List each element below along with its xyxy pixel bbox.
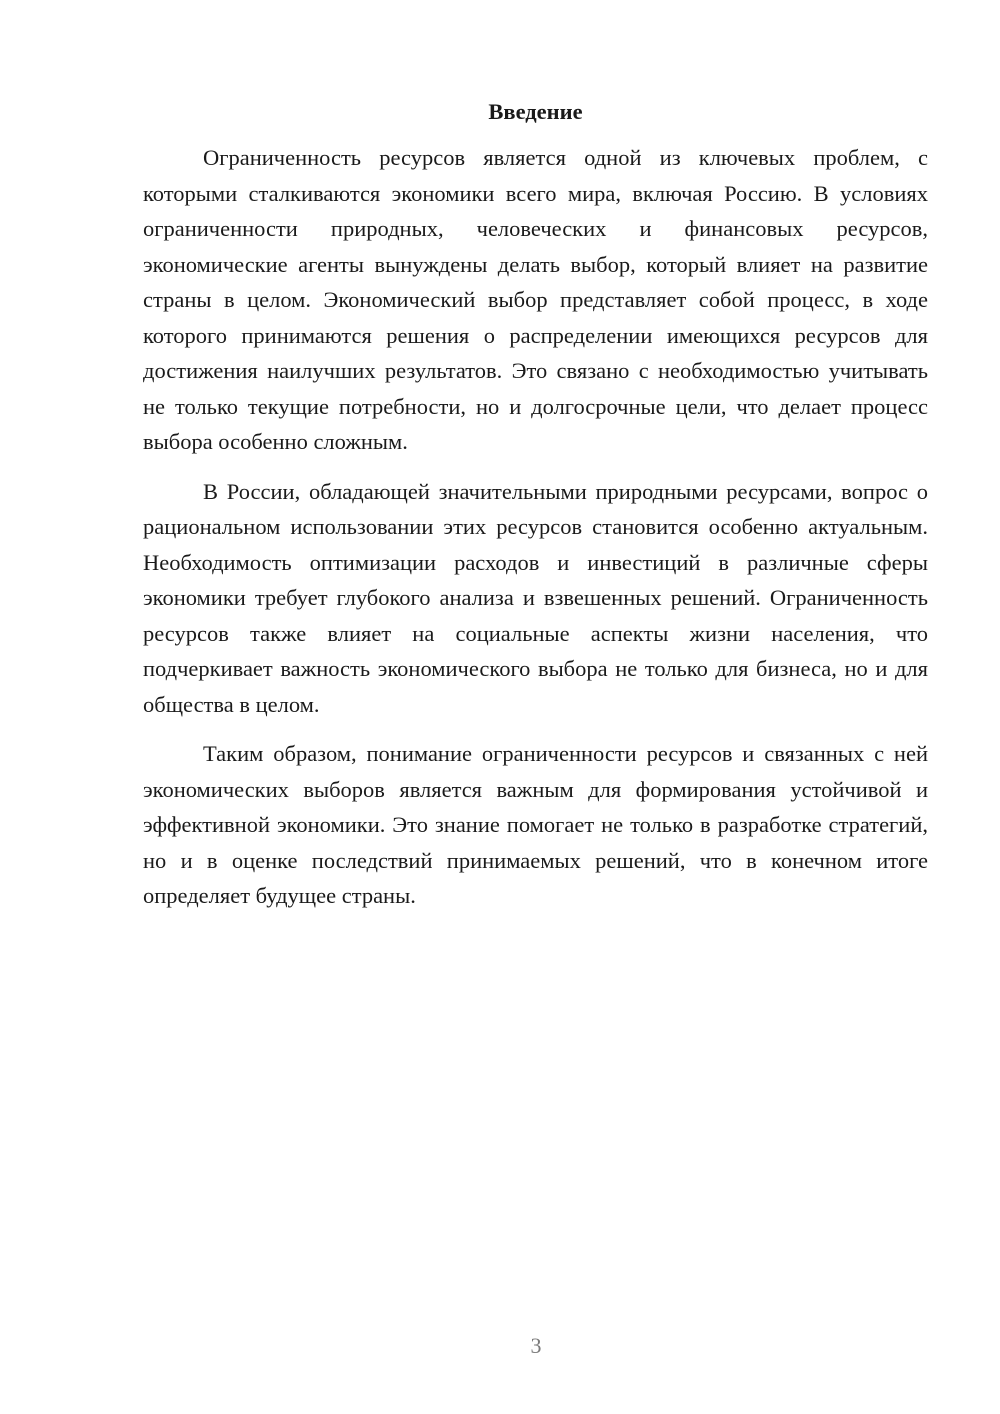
section-heading: Введение xyxy=(488,99,583,124)
paragraph-2: В России, обладающей значительными природными ресурсами, вопрос о рациональном использовании этих ресурсов становится особенно актуальным. Необходимость оптимизации расходов и инвестиций в различные сферы экономики требует глубокого анализа и взвешенных решений. Ограниченность ресурсов также влияет на социальные аспекты жизни населения, что подчеркивает важность экономического выбора не только для бизнеса, но и для общества в целом. xyxy=(143,478,928,717)
page-body xyxy=(143,96,928,928)
page-number: 3 xyxy=(530,1333,542,1358)
paragraph-1: Ограниченность ресурсов является одной из ключевых проблем, с которыми сталкиваются экономики всего мира, включая Россию. В условиях ограниченности природных, человеческих и финансовых ресурсов, экономические агенты вынуждены делать выбор, который влияет на развитие страны в целом. Экономический выбор представляет собой процесс, в ходе которого принимаются решения о распределении имеющихся ресурсов для достижения наилучших результатов. Это связано с необходимостью учитывать не только текущие потребности, но и долгосрочные цели, что делает процесс выбора особенно сложным. xyxy=(143,145,928,454)
paragraph-3: Таким образом, понимание ограниченности ресурсов и связанных с ней экономических выборов является важным для формирования устойчивой и эффективной экономики. Это знание помогает не только в разработке стратегий, но и в оценке последствий принимаемых решений, что в конечном итоге определяет будущее страны. xyxy=(143,741,928,908)
